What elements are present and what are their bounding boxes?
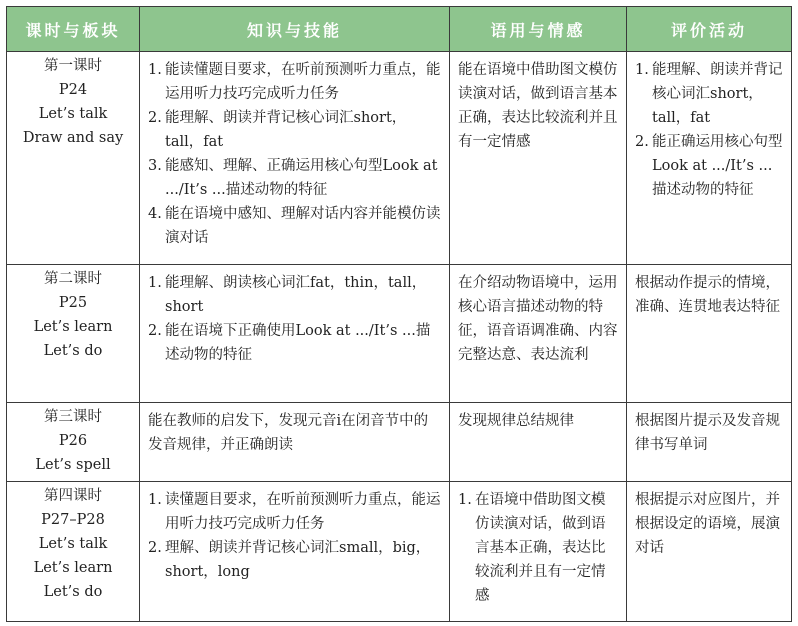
skills-list [148, 58, 441, 250]
lesson-section: Let’s learn [33, 319, 113, 335]
skills-cell [140, 403, 450, 482]
lesson-section: Let’s spell [35, 457, 111, 473]
lesson-page: P25 [58, 295, 88, 311]
evaluation-list [635, 58, 783, 202]
evaluation-cell [627, 482, 792, 622]
list-item: 1. 在语境中借助图文模仿读演对话，做到语言基本正确，表达比较流利并且有一定情感 [458, 492, 606, 604]
lesson-page: P26 [58, 433, 88, 449]
table-row [7, 52, 792, 265]
header-evaluation: 评价活动 [627, 7, 792, 52]
evaluation-text: 根据图片提示及发音规律书写单词 [635, 413, 780, 453]
evaluation-cell [627, 403, 792, 482]
table-row [7, 265, 792, 403]
list-item: 1. 能理解、朗读并背记核心词汇short，tall，fat [635, 62, 783, 126]
pragmatics-cell [450, 403, 627, 482]
lesson-cell [7, 482, 140, 622]
pragmatics-text: 在介绍动物语境中，运用核心语言描述动物的特征，语音语调准确、内容完整达意、表达流利 [458, 275, 618, 363]
header-lesson: 课时与板块 [7, 7, 140, 52]
header-row [7, 7, 792, 52]
skills-list [148, 271, 441, 367]
lesson-cell [7, 265, 140, 403]
lesson-name: 第二课时 [44, 271, 102, 287]
lesson-section: Let’s talk [38, 106, 108, 122]
lesson-section: Let’s talk [38, 536, 108, 552]
list-item: 2. 理解、朗读并背记核心词汇small，big，short，long [148, 540, 431, 580]
list-item: 2. 能理解、朗读并背记核心词汇short，tall，fat [148, 110, 407, 150]
skills-text: 能在教师的启发下，发现元音i在闭音节中的发音规律，并正确朗读 [148, 413, 429, 453]
lesson-name: 第一课时 [44, 58, 102, 74]
lesson-section: Draw and say [22, 130, 124, 146]
evaluation-cell [627, 265, 792, 403]
lesson-cell [7, 52, 140, 265]
evaluation-text: 根据动作提示的情境，准确、连贯地表达特征 [635, 275, 780, 315]
pragmatics-cell [450, 52, 627, 265]
evaluation-text: 根据提示对应图片，并根据设定的语境，展演对话 [635, 492, 780, 556]
skills-cell [140, 52, 450, 265]
list-item: 1. 能读懂题目要求，在听前预测听力重点，能运用听力技巧完成听力任务 [148, 62, 441, 102]
list-item: 1. 读懂题目要求，在听前预测听力重点，能运用听力技巧完成听力任务 [148, 492, 441, 532]
pragmatics-text: 发现规律总结规律 [458, 413, 574, 429]
header-pragmatics: 语用与情感 [450, 7, 627, 52]
lesson-plan-table [6, 6, 792, 622]
skills-cell [140, 265, 450, 403]
pragmatics-cell [450, 265, 627, 403]
list-item: 1. 能理解、朗读核心词汇fat，thin，tall，short [148, 275, 427, 315]
lesson-cell [7, 403, 140, 482]
lesson-section: Let’s learn [33, 560, 113, 576]
table-row [7, 482, 792, 622]
lesson-page: P27–P28 [41, 512, 105, 528]
lesson-section: Let’s do [43, 343, 103, 359]
evaluation-cell [627, 52, 792, 265]
lesson-page: P24 [58, 82, 88, 98]
skills-cell [140, 482, 450, 622]
lesson-name: 第四课时 [44, 488, 102, 504]
list-item: 3. 能感知、理解、正确运用核心句型Look at .../It’s ...描述动物的特征 [148, 158, 438, 198]
list-item: 4. 能在语境中感知、理解对话内容并能模仿读演对话 [148, 206, 441, 246]
list-item: 2. 能在语境下正确使用Look at .../It’s ...描述动物的特征 [148, 323, 431, 363]
lesson-section: Let’s do [43, 584, 103, 600]
header-skills: 知识与技能 [140, 7, 450, 52]
pragmatics-text: 能在语境中借助图文模仿读演对话，做到语言基本正确，表达比较流利并且有一定情感 [458, 62, 618, 150]
pragmatics-cell [450, 482, 627, 622]
skills-list [148, 488, 441, 584]
lesson-name: 第三课时 [44, 409, 102, 425]
list-item: 2. 能正确运用核心句型Look at .../It’s ...描述动物的特征 [635, 134, 783, 198]
pragmatics-list [458, 488, 618, 608]
table-row [7, 403, 792, 482]
